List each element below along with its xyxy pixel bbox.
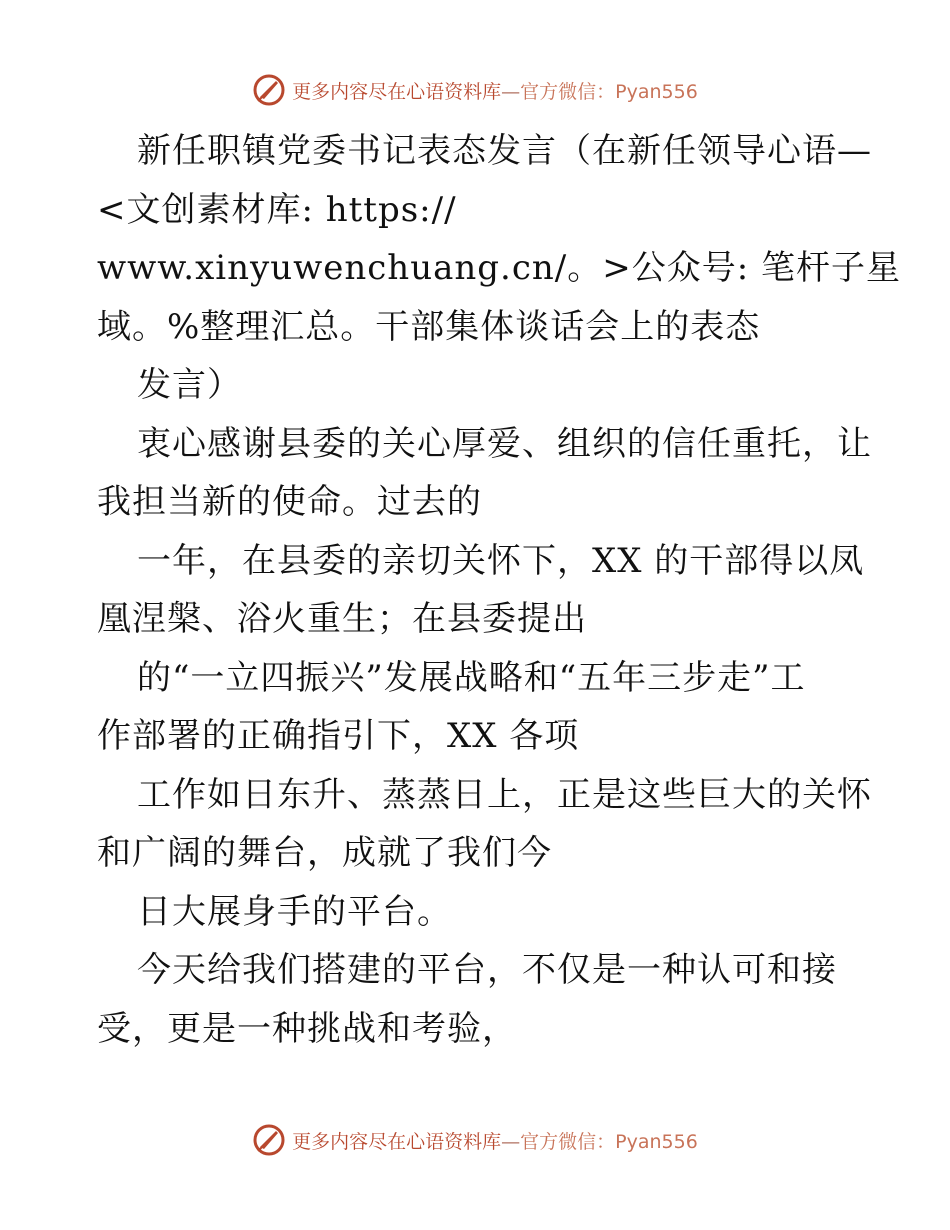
header-banner-inner: [252, 73, 698, 107]
header-dash: —: [501, 80, 521, 103]
quill-circle-icon: [252, 73, 286, 107]
body-line: 新任职镇党委书记表态发言（在新任领导心语—: [137, 131, 872, 171]
footer-text: [292, 1127, 698, 1154]
body-line: 域。%整理汇总。干部集体谈话会上的表态: [97, 306, 761, 347]
body-line: 的“一立四振兴”发展战略和“五年三步走”工: [137, 657, 806, 698]
body-line: 凰涅槃、浴火重生；在县委提出: [97, 599, 587, 639]
footer-site-text: 更多内容尽在心语资料库: [292, 1130, 502, 1153]
body-line: 日大展身手的平台。: [137, 891, 452, 932]
body-line: 今天给我们搭建的平台，不仅是一种认可和接: [137, 950, 837, 990]
body-line: 发言）: [137, 365, 242, 405]
header-wechat-text: 官方微信：Pyan556: [520, 80, 698, 103]
body-line: 一年，在县委的亲切关怀下，XX 的干部得以凤: [137, 540, 865, 581]
header-text: [292, 77, 698, 104]
body-line: <文创素材库: https://: [97, 189, 457, 230]
header-site-text: 更多内容尽在心语资料库: [292, 80, 502, 103]
header-banner: [0, 68, 950, 112]
quill-circle-icon: [252, 1123, 286, 1157]
body-line: 和广阔的舞台，成就了我们今: [97, 833, 552, 873]
footer-wechat-text: 官方微信：Pyan556: [520, 1130, 698, 1153]
footer-banner-inner: [252, 1123, 698, 1157]
body-line: www.xinyuwenchuang.cn/。>公众号: 笔杆子星: [97, 248, 901, 288]
body-line: 受，更是一种挑战和考验，: [97, 1008, 517, 1049]
body-line: 作部署的正确指引下，XX 各项: [97, 716, 580, 756]
body-line: 衷心感谢县委的关心厚爱、组织的信任重托，让: [137, 423, 872, 464]
document-body: [97, 122, 901, 1058]
body-line: 工作如日东升、蒸蒸日上，正是这些巨大的关怀: [137, 774, 872, 815]
footer-dash: —: [501, 1130, 521, 1153]
body-line: 我担当新的使命。过去的: [97, 482, 482, 522]
footer-banner: [0, 1118, 950, 1162]
